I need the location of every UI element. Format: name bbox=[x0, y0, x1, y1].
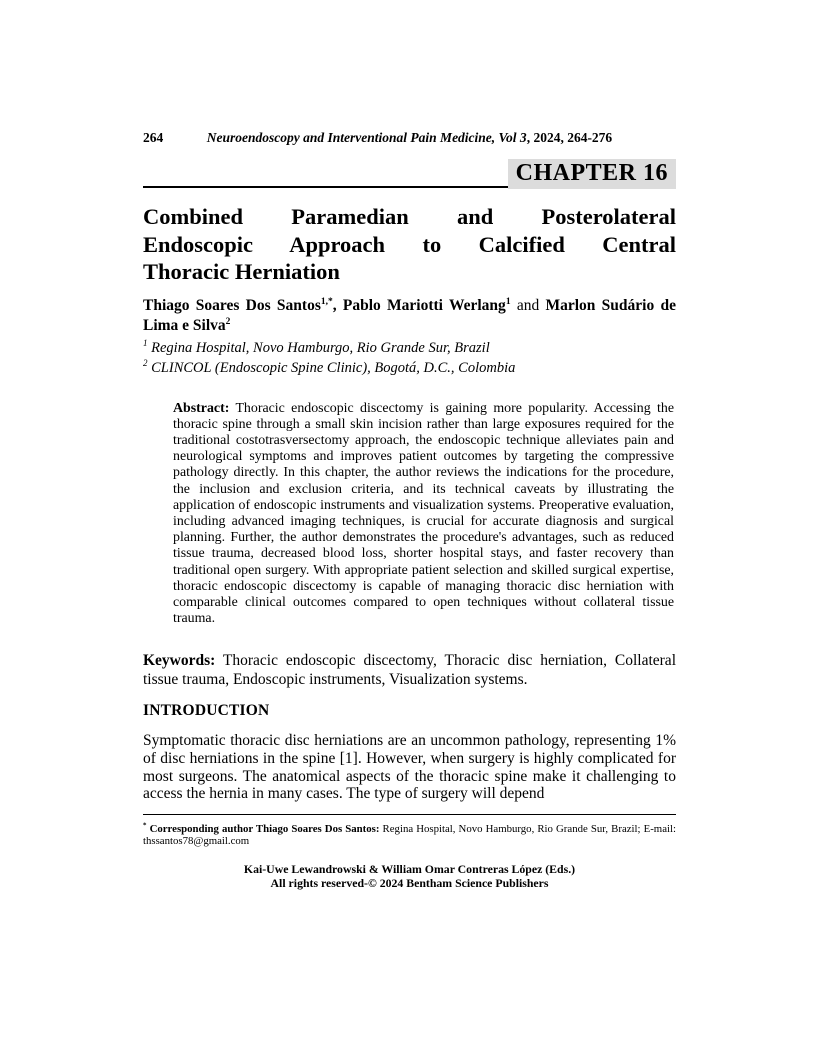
affiliation-line bbox=[143, 337, 676, 356]
chapter-rule bbox=[143, 155, 676, 188]
author-separator: , bbox=[332, 296, 343, 314]
abstract-text: Thoracic endoscopic discectomy is gaining more popularity. Accessing the thoracic spine through a small skin incision rather than large exposures required for the traditional costotrasversectomy approach, the endoscopic technique alleviates pain and neurological symptoms and improves patient outcomes by targeting the compressive pathology directly. In this chapter, the author reviews the indications for the procedure, the inclusion and exclusion criteria, and its technical caveats by illustrating the application of endoscopic instruments and visualization systems. Preoperative evaluation, including advanced imaging techniques, is crucial for accurate diagnosis and surgical planning. Further, the author demonstrates the procedure's advantages, such as reduced tissue trauma, decreased blood loss, shorter hospital stays, and faster recovery than traditional open surgery. With appropriate patient selection and skilled surgical expertise, thoracic endoscopic discectomy is capable of managing thoracic disc herniation with comparable clinical outcomes compared to open techniques without collateral tissue trauma. bbox=[173, 400, 674, 627]
chapter-title bbox=[143, 203, 676, 286]
publisher-rights-line: All rights reserved-© 2024 Bentham Science Publishers bbox=[270, 875, 549, 890]
running-title bbox=[143, 130, 676, 146]
author-conjunction: and bbox=[510, 296, 546, 314]
author-name: Pablo Mariotti Werlang bbox=[342, 296, 506, 314]
chapter-title-line: Combined Paramedian and Posterolateral bbox=[143, 204, 676, 229]
affiliation-text: CLINCOL (Endoscopic Spine Clinic), Bogotá, D.C., Colombia bbox=[147, 359, 516, 376]
keywords bbox=[143, 651, 676, 689]
chapter-title-line: Thoracic Herniation bbox=[143, 259, 340, 284]
affiliations bbox=[143, 337, 676, 376]
affiliation-text: Regina Hospital, Novo Hamburgo, Rio Grande Sur, Brazil bbox=[147, 339, 490, 356]
author-name: Marlon Sudário de Lima e Silva bbox=[143, 296, 676, 334]
introduction-paragraph: Symptomatic thoracic disc herniations are an uncommon pathology, representing 1% of disc herniations in the spine [1]. However, when surgery is highly complicated for most surgeons. The anatomical aspects of the thoracic spine make it challenging to access the hernia in many cases. The type of surgery will depend bbox=[143, 732, 676, 803]
chapter-title-line: Endoscopic Approach to Calcified Central bbox=[143, 231, 676, 257]
abstract bbox=[173, 401, 674, 628]
publisher-editors-line: Kai-Uwe Lewandrowski & William Omar Contreras López (Eds.) bbox=[243, 861, 576, 876]
running-title-journal: Neuroendoscopy and Interventional Pain Medicine, Vol 3 bbox=[206, 130, 527, 145]
authors-line bbox=[143, 296, 676, 337]
running-title-rest: , 2024, 264-276 bbox=[526, 130, 613, 145]
abstract-label: Abstract: bbox=[173, 400, 230, 416]
running-head bbox=[143, 130, 676, 147]
author-superscript: 1 bbox=[505, 296, 511, 307]
keywords-label: Keywords: bbox=[143, 652, 216, 670]
footnote-text: Regina Hospital, Novo Hamburgo, Rio Grande Sur, Brazil; E-mail: thssantos78@gmail.com bbox=[143, 822, 676, 848]
keywords-text: Thoracic endoscopic discectomy, Thoracic disc herniation, Collateral tissue trauma, Endoscopic instruments, Visualization systems. bbox=[143, 652, 676, 689]
chapter-badge: CHAPTER 16 bbox=[508, 159, 676, 189]
author-superscript: 1,* bbox=[320, 296, 333, 307]
footnote-label: Corresponding author Thiago Soares Dos Santos: bbox=[146, 822, 380, 835]
affiliation-superscript: 2 bbox=[143, 357, 148, 368]
footnote bbox=[143, 823, 676, 848]
author-name: Thiago Soares Dos Santos bbox=[143, 296, 321, 314]
author-superscript: 2 bbox=[225, 316, 231, 327]
affiliation-line bbox=[143, 357, 676, 376]
page-number: 264 bbox=[143, 130, 164, 145]
publisher-block bbox=[143, 862, 676, 890]
affiliation-superscript: 1 bbox=[143, 337, 148, 348]
footnote-marker: * bbox=[143, 821, 147, 830]
footnote-divider bbox=[143, 814, 676, 815]
section-heading-introduction: INTRODUCTION bbox=[143, 702, 270, 720]
